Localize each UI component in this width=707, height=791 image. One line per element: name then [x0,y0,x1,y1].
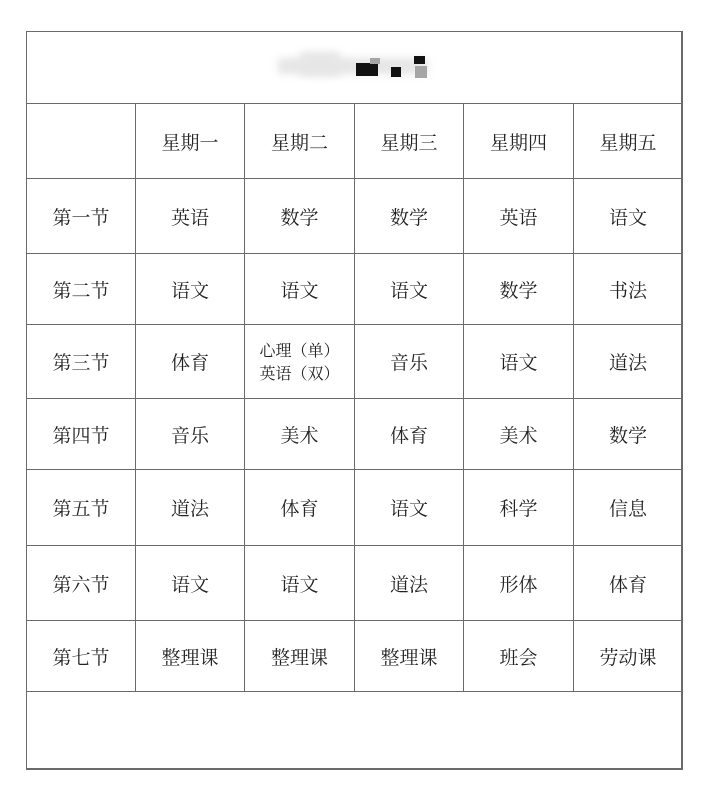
class-cell: 班会 [464,621,574,692]
class-cell-text: 心理（单） 英语（双） [259,340,340,383]
period-label: 第四节 [27,399,136,470]
redacted-title-cell [27,32,683,104]
class-cell: 体育 [355,399,464,470]
class-cell: 语文 [574,179,683,254]
timetable [26,31,683,770]
class-cell: 语文 [245,546,355,621]
class-cell: 数学 [464,254,574,325]
class-cell: 形体 [464,546,574,621]
class-cell: 语文 [245,254,355,325]
day-header: 星期三 [355,104,464,179]
period-label: 第一节 [27,179,136,254]
day-header-row [27,104,683,179]
day-header: 星期四 [464,104,574,179]
timetable-sheet [26,31,682,769]
class-cell: 书法 [574,254,683,325]
class-cell: 道法 [136,470,245,546]
class-cell: 科学 [464,470,574,546]
period-row [27,254,683,325]
class-cell: 语文 [355,254,464,325]
class-cell: 整理课 [136,621,245,692]
period-label: 第二节 [27,254,136,325]
class-cell: 整理课 [245,621,355,692]
class-cell: 英语 [136,179,245,254]
class-cell: 数学 [355,179,464,254]
period-row [27,179,683,254]
period-row [27,325,683,399]
class-cell: 语文 [136,254,245,325]
redacted-title [270,48,440,82]
class-cell: 语文 [355,470,464,546]
class-cell: 音乐 [136,399,245,470]
class-cell: 音乐 [355,325,464,399]
class-cell: 美术 [245,399,355,470]
corner-cell [27,104,136,179]
class-cell: 道法 [574,325,683,399]
period-row [27,621,683,692]
class-cell-alternating [245,325,355,399]
class-cell: 体育 [574,546,683,621]
class-cell: 信息 [574,470,683,546]
class-cell: 语文 [136,546,245,621]
period-label: 第三节 [27,325,136,399]
period-row [27,470,683,546]
period-label: 第七节 [27,621,136,692]
empty-footer-cell [27,692,683,770]
class-cell: 语文 [464,325,574,399]
period-row [27,399,683,470]
day-header: 星期五 [574,104,683,179]
class-cell: 体育 [245,470,355,546]
period-label: 第五节 [27,470,136,546]
class-cell: 数学 [574,399,683,470]
class-cell: 劳动课 [574,621,683,692]
class-cell: 美术 [464,399,574,470]
class-cell: 整理课 [355,621,464,692]
day-header: 星期二 [245,104,355,179]
class-cell: 英语 [464,179,574,254]
period-label: 第六节 [27,546,136,621]
day-header: 星期一 [136,104,245,179]
class-cell: 体育 [136,325,245,399]
class-cell: 道法 [355,546,464,621]
period-row [27,546,683,621]
class-cell: 数学 [245,179,355,254]
